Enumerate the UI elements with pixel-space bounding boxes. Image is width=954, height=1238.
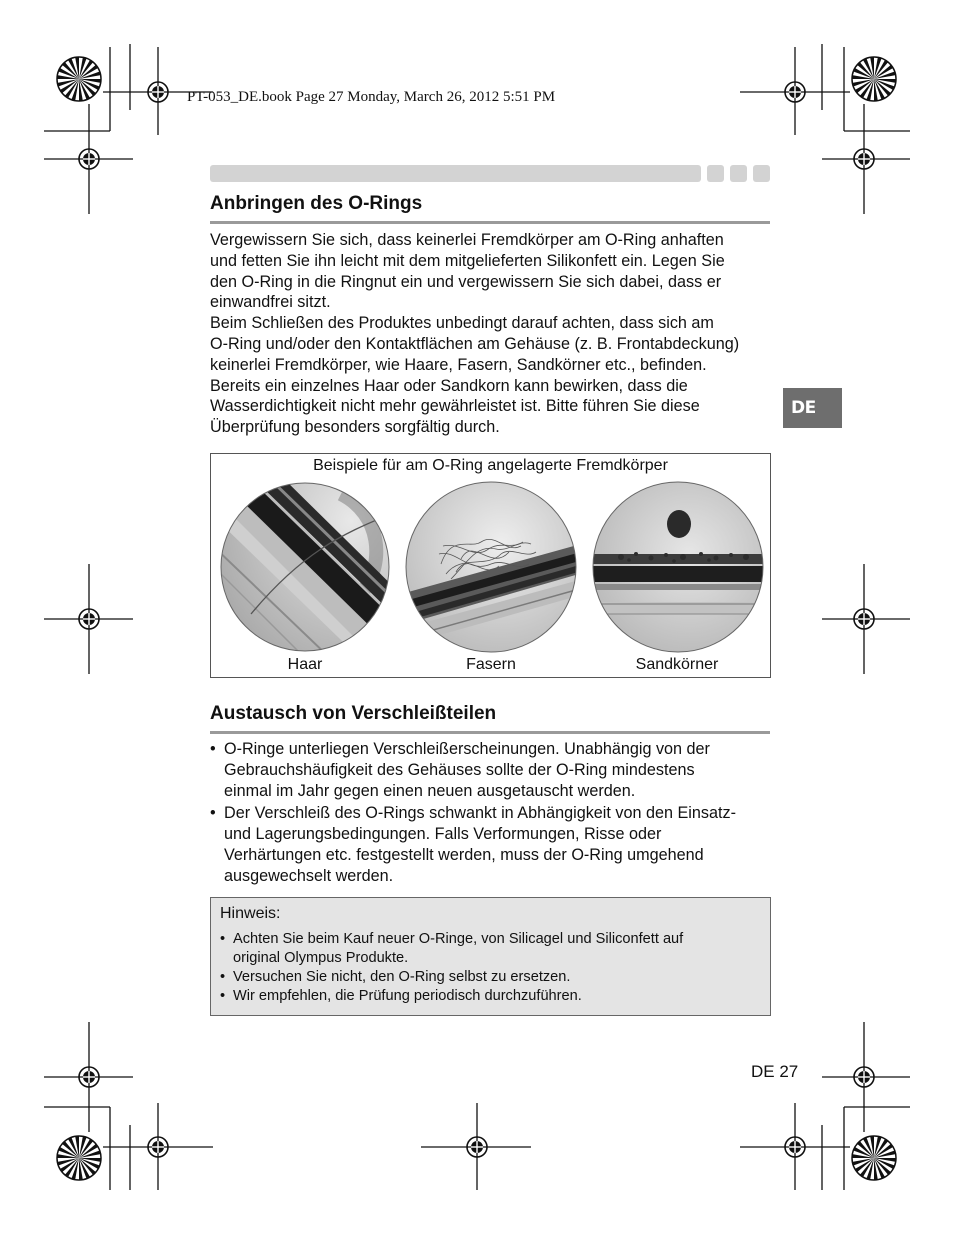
starburst-bottom-right [852, 1136, 896, 1180]
note-item-line: • Versuchen Sie nicht, den O-Ring selbst zu ersetzen. [233, 969, 571, 985]
note-title: Hinweis: [220, 905, 281, 922]
starburst-top-left [57, 57, 101, 101]
section-title-anbringen: Anbringen des O-Rings [210, 193, 423, 214]
page-number: DE 27 [751, 1062, 799, 1081]
paragraph-line: Vergewissern Sie sich, dass keinerlei Fremdkörper am O-Ring anhaften [210, 231, 724, 249]
section-title-austausch: Austausch von Verschleißteilen [210, 703, 497, 724]
note-item [220, 930, 765, 968]
language-tab: DE [783, 388, 842, 428]
starburst-bottom-left [57, 1136, 101, 1180]
starburst-top-right [852, 57, 896, 101]
figure-label-hair: Haar [287, 656, 323, 673]
section2-bullet-list [210, 739, 772, 888]
section-rule [210, 731, 770, 734]
paragraph-line: Überprüfung besonders sorgfältig durch. [210, 418, 500, 437]
list-item-line: ausgewechselt werden. [224, 867, 394, 885]
section1-paragraph [210, 230, 772, 438]
header-file-line: PT-053_DE.book Page 27 Monday, March 26, 2012 5:51 PM [187, 89, 556, 105]
note-item-line: • Wir empfehlen, die Prüfung periodisch durchzuführen. [233, 988, 582, 1004]
paragraph-line: Beim Schließen des Produktes unbedingt darauf achten, dass sich am [210, 314, 714, 333]
paragraph-line: Wasserdichtigkeit nicht mehr gewährleistet ist. Bitte führen Sie diese [210, 397, 700, 416]
section-rule [210, 221, 770, 224]
paragraph-line: Bereits ein einzelnes Haar oder Sandkorn kann bewirken, dass die [210, 376, 688, 395]
list-item [210, 739, 772, 802]
note-item-line: original Olympus Produkte. [233, 950, 409, 966]
list-item-line: • O-Ringe unterliegen Verschleißerscheinungen. Unabhängig von der [224, 740, 710, 758]
note-box [210, 897, 771, 1016]
list-item-line: • Der Verschleiß des O-Rings schwankt in Abhängigkeit von den Einsatz- [224, 804, 736, 822]
note-item [220, 968, 765, 987]
section-bar-square [730, 165, 747, 182]
section-bar-square [753, 165, 770, 182]
section-bar [210, 165, 701, 182]
paragraph-line: einwandfrei sitzt. [210, 293, 331, 312]
note-list [220, 930, 765, 1006]
figure-label-sand: Sandkörner [635, 656, 719, 673]
sand-image [589, 474, 770, 674]
paragraph-line: den O-Ring in die Ringnut ein und vergewissern Sie sich dabei, dass er [210, 272, 722, 291]
list-item-line: Verhärtungen etc. festgestellt werden, muss der O-Ring umgehend [224, 846, 704, 864]
list-item-line: Gebrauchshäufigkeit des Gehäuses sollte der O-Ring mindestens [224, 761, 695, 779]
note-item-line: • Achten Sie beim Kauf neuer O-Ringe, von Silicagel und Siliconfett auf [233, 931, 684, 947]
figure-caption: Beispiele für am O-Ring angelagerte Fremdkörper [313, 457, 668, 474]
hair-image [211, 454, 411, 677]
paragraph-line: und fetten Sie ihn leicht mit dem mitgelieferten Silikonfett ein. Legen Sie [210, 251, 725, 270]
figure-box [210, 453, 771, 678]
figure-label-fibers: Fasern [466, 656, 516, 673]
note-item [220, 987, 765, 1006]
list-item-line: einmal im Jahr gegen einen neuen ausgetauscht werden. [224, 782, 636, 800]
list-item [210, 803, 772, 887]
figure-images [211, 454, 770, 677]
paragraph-line: keinerlei Fremdkörper, wie Haare, Fasern, Sandkörner etc., befinden. [210, 355, 707, 374]
fiber-image [401, 474, 601, 674]
section-bar-square [707, 165, 724, 182]
paragraph-line: O-Ring und/oder den Kontaktflächen am Gehäuse (z. B. Frontabdeckung) [210, 334, 740, 353]
list-item-line: und Lagerungsbedingungen. Falls Verformungen, Risse oder [224, 825, 662, 843]
